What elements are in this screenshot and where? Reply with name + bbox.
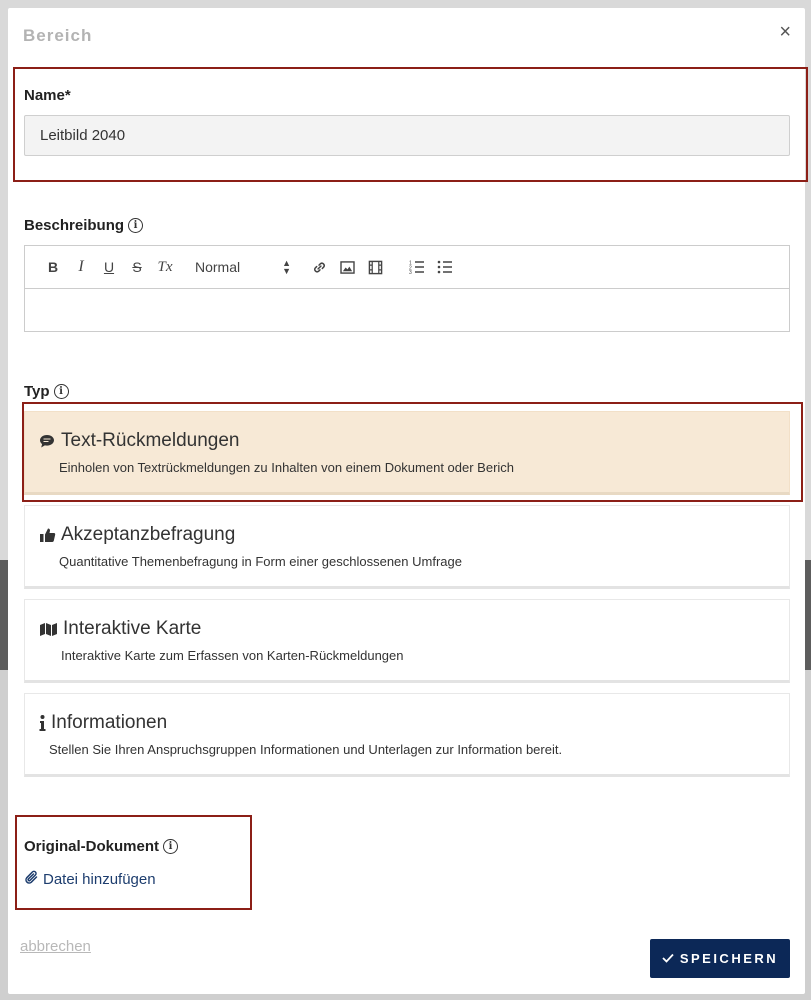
svg-text:1: 1	[409, 260, 412, 267]
type-option-description: Stellen Sie Ihren Anspruchsgruppen Informationen und Unterlagen zur Information bereit.	[49, 742, 563, 757]
original-document-label	[24, 838, 178, 855]
format-select[interactable]	[195, 259, 291, 275]
add-file-link[interactable]	[24, 869, 156, 890]
info-icon[interactable]: i	[128, 218, 143, 233]
underline-button[interactable]: U	[103, 259, 115, 275]
check-icon	[662, 951, 674, 966]
bullet-list-icon[interactable]	[431, 255, 459, 279]
original-document-label-text: Original-Dokument	[24, 838, 160, 855]
map-icon	[38, 620, 58, 638]
cancel-link[interactable]: abbrechen	[20, 938, 91, 955]
name-label-text: Name*	[24, 87, 71, 104]
description-editor[interactable]	[24, 288, 790, 332]
clear-format-button[interactable]: Tx	[157, 258, 173, 275]
svg-text:2: 2	[409, 265, 412, 272]
description-label	[24, 217, 143, 234]
select-arrows-icon: ▲ ▼	[282, 258, 291, 276]
strike-button[interactable]: S	[132, 259, 142, 275]
type-option-description: Quantitative Themenbefragung in Form einer geschlossenen Umfrage	[59, 554, 462, 569]
paperclip-icon	[24, 869, 39, 890]
type-option-title	[38, 618, 201, 640]
type-option-interactive-map[interactable]	[24, 599, 790, 683]
type-option-title-text: Akzeptanzbefragung	[61, 524, 236, 545]
info-icon[interactable]: i	[163, 839, 178, 854]
video-icon[interactable]	[361, 255, 389, 279]
type-option-title-text: Text-Rückmeldungen	[61, 430, 240, 451]
type-label-text: Typ	[24, 383, 50, 400]
type-option-text-feedback[interactable]	[24, 411, 790, 495]
info-icon[interactable]: i	[54, 384, 69, 399]
type-option-information[interactable]	[24, 693, 790, 777]
type-option-title	[38, 430, 239, 452]
svg-text:3: 3	[409, 270, 412, 274]
type-option-title	[38, 524, 235, 546]
editor-toolbar	[24, 245, 790, 289]
type-option-title-text: Informationen	[51, 712, 168, 733]
type-option-description: Interaktive Karte zum Erfassen von Karten-Rückmeldungen	[61, 648, 404, 663]
description-label-text: Beschreibung	[24, 217, 125, 234]
bold-button[interactable]: B	[47, 259, 59, 275]
thumbs-up-icon	[38, 526, 56, 544]
name-label	[24, 87, 71, 104]
format-select-value: Normal	[195, 259, 241, 275]
link-icon[interactable]	[305, 255, 333, 279]
save-button[interactable]	[650, 939, 790, 978]
add-file-text: Datei hinzufügen	[43, 871, 156, 888]
type-option-acceptance-survey[interactable]	[24, 505, 790, 589]
type-option-title	[38, 712, 167, 734]
image-icon[interactable]	[333, 255, 361, 279]
ordered-list-icon[interactable]	[403, 255, 431, 279]
save-button-label: SPEICHERN	[679, 951, 779, 966]
type-label	[24, 383, 69, 400]
area-modal	[8, 8, 805, 994]
type-option-description: Einholen von Textrückmeldungen zu Inhalten von einem Dokument oder Berich	[59, 460, 515, 475]
comment-icon	[38, 432, 56, 450]
name-input[interactable]	[24, 115, 790, 156]
modal-title: Bereich	[23, 26, 93, 45]
info-solid-icon	[38, 714, 46, 732]
close-icon[interactable]: ×	[779, 21, 791, 43]
italic-button[interactable]: I	[78, 258, 84, 275]
type-option-title-text: Interaktive Karte	[63, 618, 202, 639]
